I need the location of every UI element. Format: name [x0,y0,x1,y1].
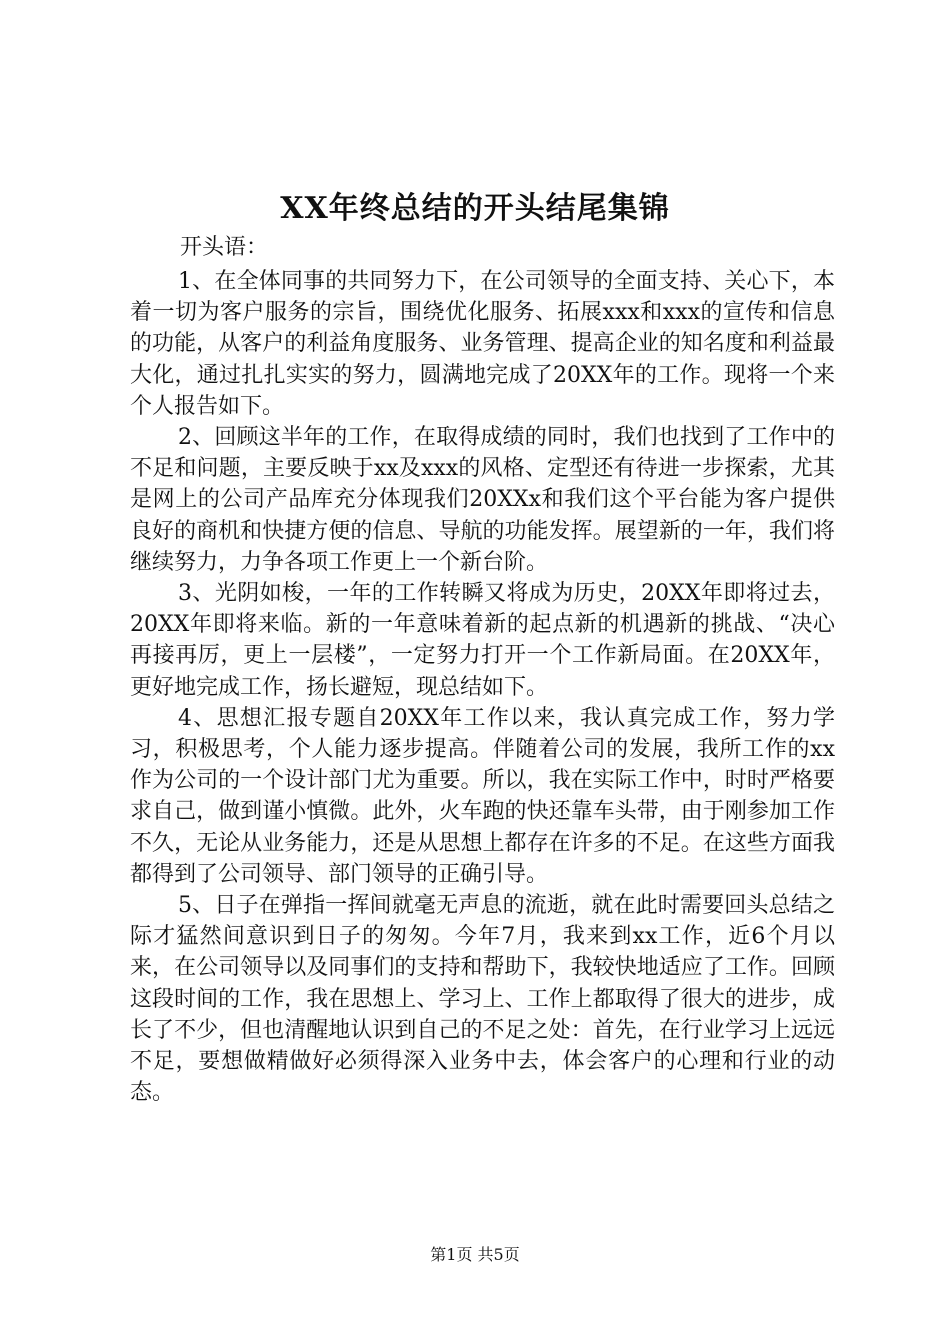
page-number-footer: 第1页 共5页 [430,1245,520,1264]
paragraph-2: 2、回顾这半年的工作，在取得成绩的同时，我们也找到了工作中的不足和问题，主要反映于xx及xxx的风格、定型还有待进一步探索，尤其是网上的公司产品库充分体现我们20XXx和我们这个平台能为客户提供良好的商机和快捷方便的信息、导航的功能发挥。展望新的一年，我们将继续努力，力争各项工作更上一个新台阶。 [130,425,835,575]
document-body [130,232,835,1108]
document-title: XX年终总结的开头结尾集锦 [280,191,670,226]
paragraph-4: 4、思想汇报专题自20XX年工作以来，我认真完成工作，努力学习，积极思考，个人能力逐步提高。伴随着公司的发展，我所工作的xx作为公司的一个设计部门尤为重要。所以，我在实际工作中，时时严格要求自己，做到谨小慎微。此外，火车跑的快还靠车头带，由于刚参加工作不久，无论从业务能力，还是从思想上都存在许多的不足。在这些方面我都得到了公司领导、部门领导的正确引导。 [130,705,835,887]
paragraph-1: 1、在全体同事的共同努力下，在公司领导的全面支持、关心下，本着一切为客户服务的宗旨，围绕优化服务、拓展xxx和xxx的宣传和信息的功能，从客户的利益角度服务、业务管理、提高企业的知名度和利益最大化，通过扎扎实实的努力，圆满地完成了20XX年的工作。现将一个来个人报告如下。 [130,269,835,419]
paragraph-5: 5、日子在弹指一挥间就毫无声息的流逝，就在此时需要回头总结之际才猛然间意识到日子的匆匆。今年7月，我来到xx工作，近6个月以来，在公司领导以及同事们的支持和帮助下，我较快地适应了工作。回顾这段时间的工作，我在思想上、学习上、工作上都取得了很大的进步，成长了不少，但也清醒地认识到自己的不足之处：首先，在行业学习上远远不足，要想做精做好必须得深入业务中去，体会客户的心理和行业的动态。 [130,893,835,1106]
paragraph-3: 3、光阴如梭，一年的工作转瞬又将成为历史，20XX年即将过去，20XX年即将来临。新的一年意味着新的起点新的机遇新的挑战、“决心再接再厉，更上一层楼”，一定努力打开一个工作新局面。在20XX年，更好地完成工作，扬长避短，现总结如下。 [130,581,835,700]
intro-label: 开头语： [180,235,269,260]
